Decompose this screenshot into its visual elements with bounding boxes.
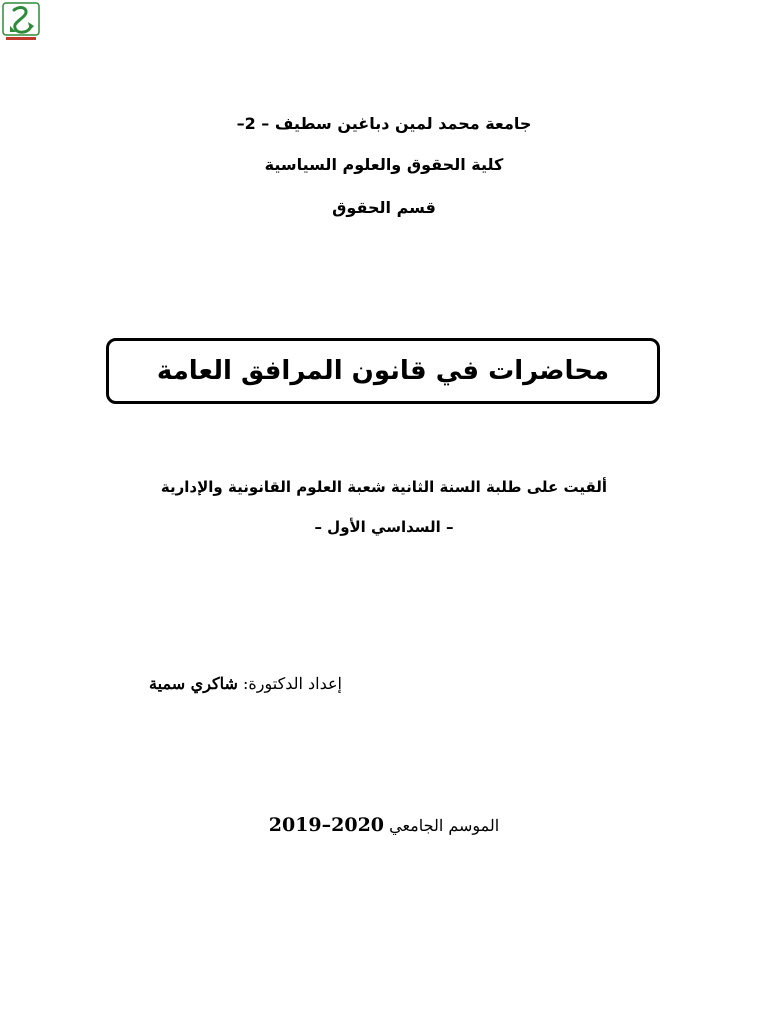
season-label: الموسم الجامعي <box>389 816 500 835</box>
faculty-name: كلية الحقوق والعلوم السياسية <box>264 155 504 174</box>
title-box <box>106 338 660 404</box>
university-logo-icon <box>2 2 40 42</box>
document-title: محاضرات في قانون المرافق العامة <box>156 356 610 386</box>
semester-line: – السداسي الأول – <box>314 518 454 536</box>
academic-season <box>0 813 768 838</box>
author-label: إعداد الدكتورة: <box>243 674 342 693</box>
department-name: قسم الحقوق <box>332 198 436 217</box>
university-logo <box>2 2 40 42</box>
author-line <box>149 673 342 695</box>
author-name: شاكري سمية <box>149 674 238 693</box>
audience-line: ألقيت على طلبة السنة الثانية شعبة العلوم القانونية والإدارية <box>160 478 608 496</box>
university-name: جامعة محمد لمين دباغين سطيف – 2– <box>236 114 532 133</box>
season-years: 2019–2020 <box>268 814 385 836</box>
